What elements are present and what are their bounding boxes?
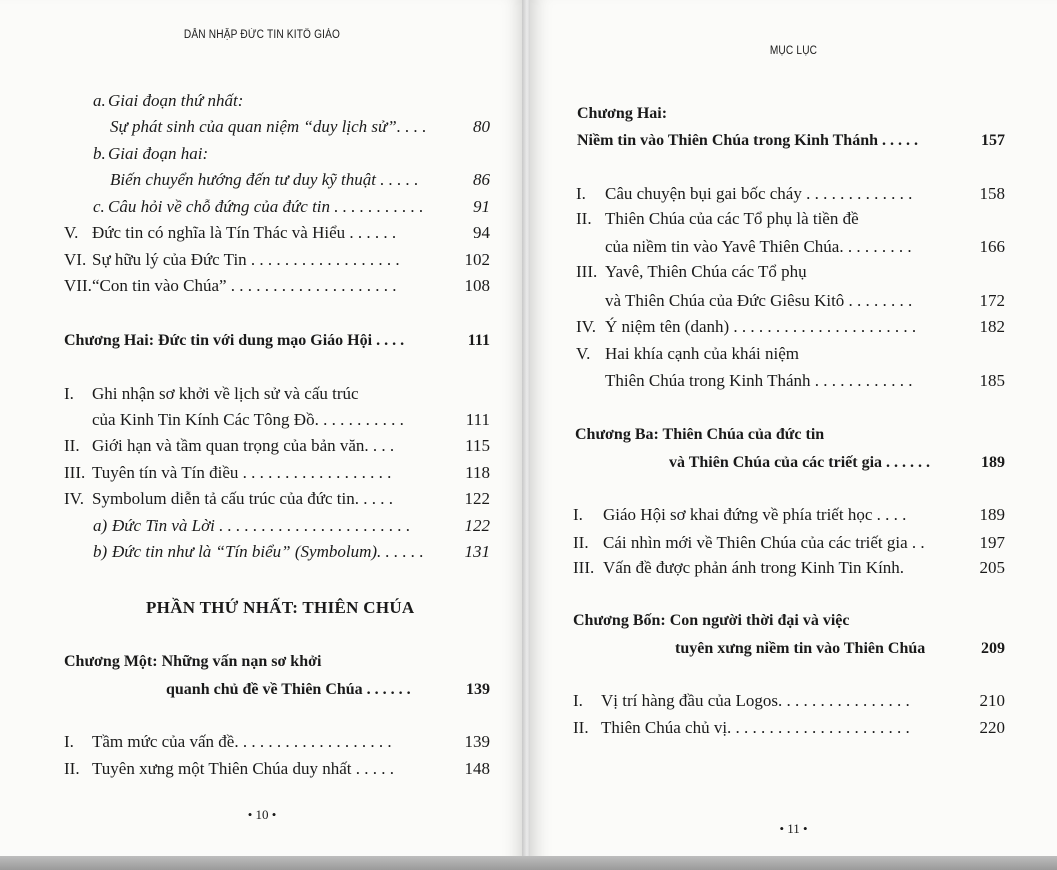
- toc-entry-title: Chương Ba: Thiên Chúa của đức tin: [575, 426, 825, 443]
- toc-entry-title: Chương Hai:: [577, 105, 668, 122]
- toc-entry-page: 139: [464, 732, 490, 751]
- toc-entry-label: II.: [64, 759, 80, 778]
- toc-entry-page: 185: [979, 371, 1005, 390]
- toc-entry-label: IV.: [576, 317, 596, 336]
- toc-entry-title: Đức Tin và Lời . . . . . . . . . . . . . . . . . . . . . . .: [112, 516, 411, 535]
- toc-entry-title: Sự hữu lý của Đức Tin . . . . . . . . . . . . . . . . . .: [92, 250, 400, 269]
- toc-entry-title: Yavê, Thiên Chúa các Tổ phụ: [605, 262, 807, 281]
- toc-entry-label: I.: [573, 691, 583, 710]
- toc-entry-page: 115: [465, 436, 490, 455]
- toc-entry-label: I.: [64, 732, 74, 751]
- part-title: PHẦN THỨ NHẤT: THIÊN CHÚA: [146, 598, 415, 617]
- toc-entry-title: Niềm tin vào Thiên Chúa trong Kinh Thánh . . . . .: [577, 132, 918, 149]
- toc-entry-title: Chương Hai: Đức tin với dung mạo Giáo Hội . . . .: [64, 332, 405, 349]
- toc-entry-page: 209: [981, 640, 1005, 657]
- toc-entry-label: II.: [573, 533, 589, 552]
- toc-entry-page: 108: [464, 276, 490, 295]
- toc-entry-title: Biến chuyển hướng đến tư duy kỹ thuật . . . . .: [110, 170, 419, 189]
- toc-entry-title: Giai đoạn thứ nhất:: [108, 91, 244, 110]
- toc-entry-label: II.: [64, 436, 80, 455]
- toc-entry-title: Hai khía cạnh của khái niệm: [605, 344, 800, 363]
- running-head: DẪN NHẬP ĐỨC TIN KITÔ GIÁO: [183, 29, 341, 41]
- toc-entry-page: 189: [979, 505, 1005, 524]
- toc-entry-page: 148: [464, 759, 490, 778]
- toc-entry-page: 210: [979, 691, 1005, 710]
- toc-entry-page: 157: [981, 132, 1005, 149]
- right-page: [530, 0, 1057, 866]
- running-head: MỤC LỤC: [769, 45, 818, 57]
- toc-entry-title: Giáo Hội sơ khai đứng về phía triết học . . . .: [603, 505, 907, 524]
- toc-entry-title: Ghi nhận sơ khởi về lịch sử và cấu trúc: [92, 384, 359, 403]
- toc-entry-label: a): [93, 516, 108, 535]
- toc-entry-title: “Con tin vào Chúa” . . . . . . . . . . . . . . . . . . . .: [92, 276, 397, 295]
- toc-entry-title: Đức tin như là “Tín biểu” (Symbolum). . . . . .: [112, 542, 424, 561]
- toc-entry-title: Ý niệm tên (danh) . . . . . . . . . . . . . . . . . . . . . .: [605, 317, 917, 336]
- toc-entry-label: b.: [93, 144, 106, 163]
- toc-entry-label: VII.: [64, 276, 92, 295]
- toc-entry-page: 80: [473, 117, 490, 136]
- toc-entry-page: 172: [979, 291, 1005, 310]
- toc-entry-page: 91: [473, 197, 490, 216]
- toc-entry-label: I.: [576, 184, 586, 203]
- toc-entry-page: 197: [979, 533, 1005, 552]
- toc-entry-page: 205: [979, 558, 1005, 577]
- toc-entry-page: 122: [464, 489, 490, 508]
- toc-entry-title: và Thiên Chúa của Đức Giêsu Kitô . . . . . . . .: [605, 291, 913, 310]
- toc-entry-label: II.: [576, 209, 592, 228]
- toc-entry-label: I.: [573, 505, 583, 524]
- toc-entry-title: Tầm mức của vấn đề. . . . . . . . . . . . . . . . . . .: [92, 732, 392, 751]
- toc-entry-title: quanh chủ đề về Thiên Chúa . . . . . .: [166, 681, 411, 698]
- toc-entry-label: III.: [576, 262, 598, 281]
- toc-entry-title: Vị trí hàng đầu của Logos. . . . . . . . . . . . . . . .: [601, 691, 910, 710]
- page-number: • 10 •: [247, 807, 277, 822]
- toc-entry-page: 102: [464, 250, 490, 269]
- toc-entry-title: Cái nhìn mới về Thiên Chúa của các triết gia . .: [603, 533, 925, 552]
- toc-entry-title: Thiên Chúa của các Tổ phụ là tiền đề: [605, 209, 859, 228]
- toc-entry-page: 111: [465, 410, 490, 429]
- toc-entry-title: Giới hạn và tầm quan trọng của bản văn. . . .: [92, 436, 395, 455]
- toc-entry-page: 220: [979, 718, 1005, 737]
- toc-entry-title: Câu chuyện bụi gai bốc cháy . . . . . . . . . . . . .: [605, 184, 913, 203]
- toc-entry-page: 131: [464, 542, 490, 561]
- page-edge: [0, 856, 1057, 870]
- page-number: • 11 •: [779, 821, 808, 836]
- toc-entry-page: 158: [979, 184, 1005, 203]
- toc-entry-page: 189: [981, 454, 1005, 471]
- toc-entry-label: II.: [573, 718, 589, 737]
- toc-entry-title: Chương Một: Những vấn nạn sơ khởi: [64, 653, 322, 670]
- toc-entry-page: 118: [465, 463, 490, 482]
- toc-entry-label: III.: [573, 558, 595, 577]
- toc-entry-title: Đức tin có nghĩa là Tín Thác và Hiểu . . . . . .: [92, 223, 397, 242]
- toc-entry-page: 94: [473, 223, 490, 242]
- toc-entry-title: Chương Bốn: Con người thời đại và việc: [573, 612, 850, 629]
- toc-entry-label: b): [93, 542, 108, 561]
- toc-entry-label: a.: [93, 91, 106, 110]
- toc-entry-title: Tuyên xưng một Thiên Chúa duy nhất . . . . .: [92, 759, 394, 778]
- toc-entry-title: của niềm tin vào Yavê Thiên Chúa. . . . . . . . .: [605, 237, 912, 256]
- toc-entry-page: 182: [979, 317, 1005, 336]
- toc-entry-title: Tuyên tín và Tín điều . . . . . . . . . . . . . . . . . .: [92, 463, 392, 482]
- toc-entry-page: 139: [466, 681, 490, 698]
- toc-entry-title: Vấn đề được phản ánh trong Kinh Tin Kính.: [603, 558, 905, 577]
- toc-entry-label: VI.: [64, 250, 87, 269]
- toc-entry-title: của Kinh Tin Kính Các Tông Đồ. . . . . . . . . . .: [92, 410, 404, 429]
- toc-entry-title: Giai đoạn hai:: [108, 144, 209, 163]
- toc-entry-title: Sự phát sinh của quan niệm “duy lịch sử”. . . .: [110, 117, 427, 136]
- toc-entry-page: 86: [473, 170, 490, 189]
- toc-entry-page: 166: [979, 237, 1005, 256]
- toc-entry-label: V.: [64, 223, 79, 242]
- left-page: [0, 0, 524, 866]
- toc-entry-label: III.: [64, 463, 86, 482]
- toc-entry-label: I.: [64, 384, 74, 403]
- toc-entry-title: tuyên xưng niềm tin vào Thiên Chúa: [675, 640, 926, 657]
- toc-entry-title: và Thiên Chúa của các triết gia . . . . . .: [669, 454, 931, 471]
- toc-entry-page: 111: [467, 332, 490, 349]
- toc-entry-label: IV.: [64, 489, 84, 508]
- toc-entry-label: c.: [93, 197, 105, 216]
- toc-entry-title: Symbolum diễn tả cấu trúc của đức tin. . . . .: [92, 489, 393, 508]
- toc-entry-title: Thiên Chúa trong Kinh Thánh . . . . . . . . . . . .: [605, 371, 913, 390]
- toc-entry-page: 122: [464, 516, 490, 535]
- toc-entry-title: Thiên Chúa chủ vị. . . . . . . . . . . . . . . . . . . . . .: [601, 718, 910, 737]
- toc-entry-title: Câu hỏi về chỗ đứng của đức tin . . . . . . . . . . .: [108, 197, 424, 216]
- toc-entry-label: V.: [576, 344, 591, 363]
